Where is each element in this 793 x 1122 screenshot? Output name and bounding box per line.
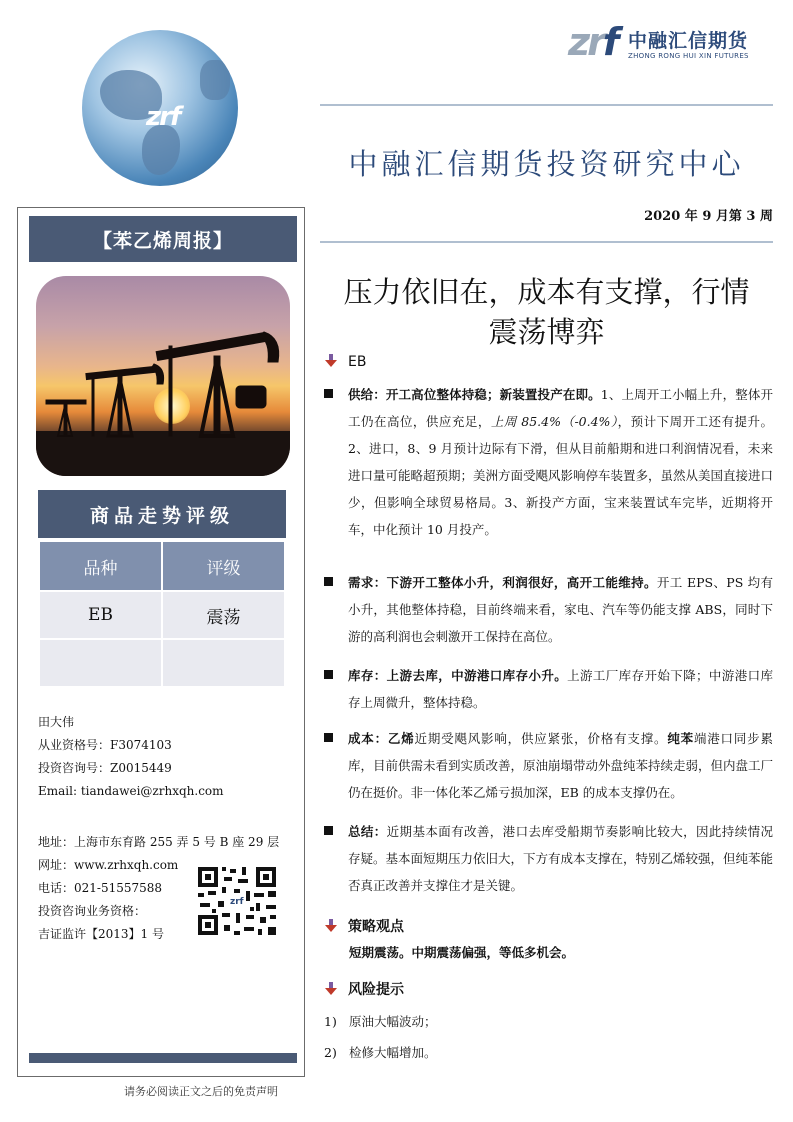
paragraph-heading: 库存：上游去库，中游港口库存小升。 bbox=[348, 668, 568, 683]
research-center-title: 中融汇信期货投资研究中心 bbox=[348, 147, 745, 181]
report-title-line: 压力依旧在，成本有支撑，行情 bbox=[343, 275, 750, 309]
globe-land bbox=[142, 125, 180, 175]
license-label: 投资咨询业务资格： bbox=[38, 904, 147, 918]
inventory-paragraph bbox=[324, 662, 773, 716]
table-cell bbox=[163, 638, 284, 686]
oil-pump-photo bbox=[36, 276, 290, 476]
report-type-banner: 【苯乙烯周报】 bbox=[29, 216, 297, 262]
company-name-cn: 中融汇信期货 bbox=[628, 30, 749, 52]
logo-mark: zrf bbox=[568, 20, 617, 64]
risk-item bbox=[324, 1012, 437, 1030]
rating-title: 商品走势评级 bbox=[38, 490, 286, 538]
square-bullet-icon bbox=[324, 733, 333, 742]
table-cell: EB bbox=[40, 590, 161, 638]
arrow-bullet-icon bbox=[324, 919, 338, 933]
demand-paragraph bbox=[324, 569, 773, 650]
phone: 电话：021-51557588 bbox=[38, 881, 163, 895]
square-bullet-icon bbox=[324, 670, 333, 679]
column-header: 品种 bbox=[40, 542, 161, 590]
risk-item bbox=[324, 1043, 437, 1061]
italic-data: 上周 85.4%（-0.4%） bbox=[490, 414, 618, 429]
strategy-text: 短期震荡。中期震荡偏强，等低多机会。 bbox=[349, 945, 575, 960]
section-strategy bbox=[324, 916, 404, 936]
sidebar-bottom-bar bbox=[29, 1053, 297, 1063]
summary-paragraph bbox=[324, 818, 773, 899]
paragraph-heading: 需求：下游开工整体小升，利润很好，高开工能维持。 bbox=[348, 575, 657, 590]
supply-paragraph bbox=[324, 381, 773, 543]
paragraph-heading: 成本：乙烯 bbox=[348, 731, 415, 746]
paragraph-text: 1、上周开工小幅上升，整体开工仍在高位，供应充足， bbox=[348, 387, 773, 429]
section-title: 风险提示 bbox=[348, 982, 404, 998]
analyst-name: 田大伟 bbox=[38, 715, 75, 729]
report-title-line: 震荡博弈 bbox=[488, 315, 605, 349]
square-bullet-icon bbox=[324, 389, 333, 398]
website-link[interactable]: 网址：www.zrhxqh.com bbox=[38, 858, 179, 872]
section-eb bbox=[324, 354, 366, 370]
cost-paragraph bbox=[324, 725, 773, 806]
risk-text: 检修大幅增加。 bbox=[349, 1045, 437, 1060]
qualification-number: 从业资格号：F3074103 bbox=[38, 738, 172, 752]
paragraph-text: 近期基本面有改善，港口去库受船期节奏影响比较大，因此持续情况存疑。基本面短期压力依旧大，下方有成本支撑在，特别乙烯较强，但纯苯能否真正改善并支撑住才是关键。 bbox=[348, 824, 774, 893]
report-week: 2020 年 9 月第 3 周 bbox=[644, 209, 773, 224]
table-cell: 震荡 bbox=[163, 590, 284, 638]
paragraph-heading: 供给：开工高位整体持稳；新装置投产在即。 bbox=[348, 387, 601, 402]
analyst-email[interactable]: Email: tiandawei@zrhxqh.com bbox=[38, 784, 224, 798]
qr-code bbox=[194, 863, 280, 939]
disclaimer: 请务必阅读正文之后的免责声明 bbox=[124, 1085, 278, 1098]
globe-logo-mark: zrf bbox=[146, 102, 180, 132]
sidebar bbox=[17, 207, 305, 1077]
paragraph-text: 上游工厂库存开始下降；中游港口库存上周微升，整体持稳。 bbox=[348, 668, 773, 710]
arrow-bullet-icon bbox=[324, 354, 338, 368]
square-bullet-icon bbox=[324, 577, 333, 586]
risk-number: 1) bbox=[324, 1014, 337, 1029]
paragraph-text: 近期受飓风影响，供应紧张，价格有支撑。 bbox=[414, 731, 668, 746]
svg-text:zrf: zrf bbox=[230, 897, 244, 907]
section-title: 策略观点 bbox=[348, 919, 404, 935]
table-row bbox=[40, 638, 284, 686]
company-name-en: ZHONG RONG HUI XIN FUTURES bbox=[628, 52, 749, 60]
globe-logo bbox=[82, 30, 238, 186]
address: 地址：上海市东育路 255 弄 5 号 B 座 29 层 bbox=[38, 835, 280, 849]
report-title bbox=[320, 272, 773, 352]
header-divider bbox=[320, 104, 773, 106]
table-cell bbox=[40, 638, 161, 686]
globe-land bbox=[200, 60, 230, 100]
section-risk bbox=[324, 979, 404, 999]
rating-table bbox=[38, 542, 286, 686]
paragraph-heading: 纯苯 bbox=[667, 731, 694, 746]
title-divider bbox=[320, 241, 773, 243]
paragraph-text: ，预计下周开工还有提升。2、进口，8、9 月预计边际有下滑，但从目前船期和进口利润情况看，未来进口量可能略超预期；美洲方面受飓风影响停车装置多，虽然从美国直接进口少，但影响全球贸易格局。3、新投产方面，宝来装置试车完毕，近期将开车，中化预计 10 月投产。 bbox=[348, 414, 774, 537]
license-number: 吉证监许【2013】1 号 bbox=[38, 927, 164, 941]
risk-number: 2) bbox=[324, 1045, 337, 1060]
paragraph-text: 开工 EPS、PS 均有小升，其他整体持稳，目前终端来看，家电、汽车等仍能支撑 ABS，同时下游的高利润也会刺激开工保持在高位。 bbox=[348, 575, 773, 644]
paragraph-text: 端港口同步累库，目前供需未看到实质改善，原油崩塌带动外盘纯苯持续走弱，但内盘工厂仍在挺价。非一体化苯乙烯亏损加深，EB 的成本支撑仍在。 bbox=[348, 731, 774, 800]
pumpjack-silhouettes bbox=[36, 276, 290, 476]
paragraph-heading: 总结： bbox=[348, 824, 387, 839]
risk-text: 原油大幅波动； bbox=[349, 1014, 437, 1029]
square-bullet-icon bbox=[324, 826, 333, 835]
consult-number: 投资咨询号：Z0015449 bbox=[38, 761, 172, 775]
rating-table-header bbox=[40, 542, 284, 590]
company-logo bbox=[568, 20, 778, 70]
analyst-info bbox=[38, 711, 224, 803]
table-row bbox=[40, 590, 284, 638]
arrow-bullet-icon bbox=[324, 982, 338, 996]
section-title: EB bbox=[348, 354, 367, 370]
column-header: 评级 bbox=[163, 542, 284, 590]
